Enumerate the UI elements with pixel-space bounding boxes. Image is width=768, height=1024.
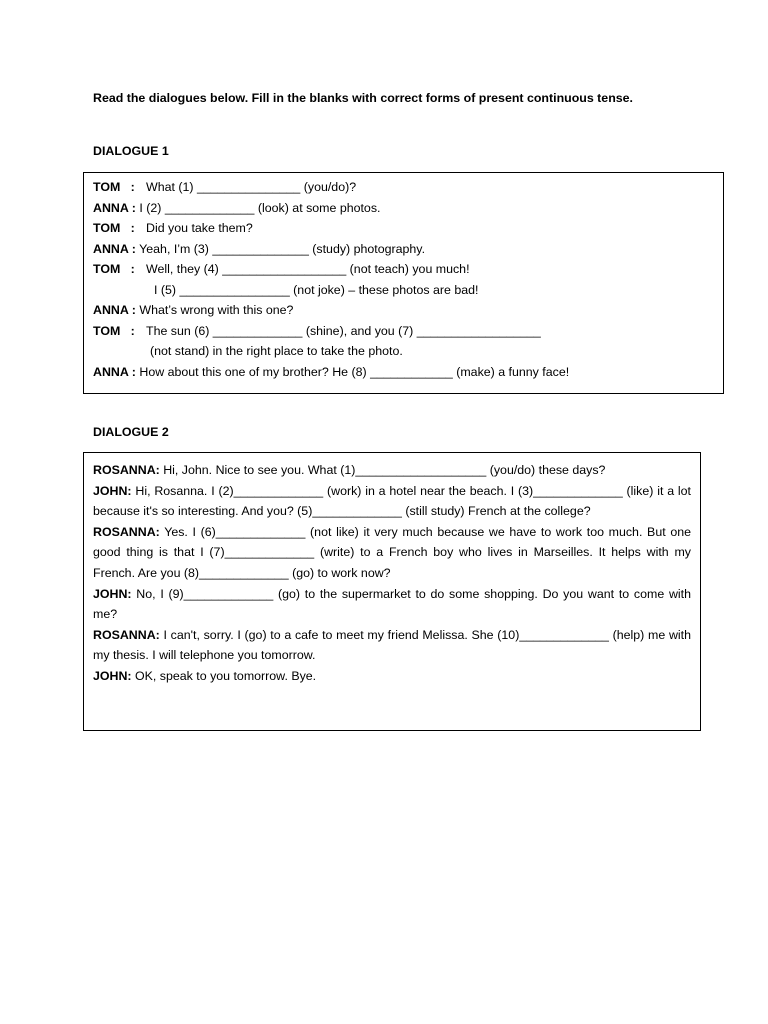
- speaker-label: ANNA :: [93, 200, 136, 215]
- dialogue-2-paragraph: [93, 522, 691, 584]
- line-text: How about this one of my brother? He (8) ____________ (make) a funny face!: [139, 364, 570, 379]
- speaker-label: TOM :: [93, 323, 135, 338]
- dialogue-2-paragraph: [93, 481, 691, 522]
- dialogue-1-line: [93, 218, 714, 239]
- speaker-label: TOM :: [93, 221, 135, 235]
- speaker-label: JOHN:: [93, 668, 132, 683]
- line-text: (not stand) in the right place to take the photo.: [150, 344, 403, 358]
- paragraph-text: No, I (9)_____________ (go) to the supermarket to do some shopping. Do you want to come with me?: [93, 586, 691, 622]
- line-text: Well, they (4) __________________ (not teach) you much!: [146, 262, 470, 276]
- line-text: I (5) ________________ (not joke) – these photos are bad!: [154, 282, 479, 297]
- speaker-label: ANNA :: [93, 241, 136, 256]
- dialogue-1-line: [93, 280, 714, 301]
- paragraph-text: Hi, Rosanna. I (2)_____________ (work) in a hotel near the beach. I (3)_____________ (like) it a lot because it's so interesting. And you? (5)_____________ (still study) French at the college?: [93, 483, 691, 519]
- paragraph-text: I can't, sorry. I (go) to a cafe to meet my friend Melissa. She (10)_____________ (help) me with my thesis. I will telephone you tomorrow.: [93, 627, 691, 663]
- line-text: Did you take them?: [146, 221, 253, 235]
- dialogue-1-line: [93, 362, 714, 383]
- line-text: What’s wrong with this one?: [139, 303, 294, 317]
- dialogue-1-line: [93, 321, 714, 342]
- speaker-label: JOHN:: [93, 483, 132, 498]
- dialogue-1-line: [93, 341, 714, 362]
- speaker-label: ANNA :: [93, 303, 136, 317]
- instruction-text: Read the dialogues below. Fill in the blanks with correct forms of present continuous tense.: [93, 91, 633, 105]
- line-text: Yeah, I’m (3) ______________ (study) photography.: [139, 241, 426, 256]
- paragraph-text: Yes. I (6)_____________ (not like) it very much because we have to work too much. But one good thing is that I (7)_____________ (write) to a French boy who lives in Marseilles. It helps with my French. Are you (8)_____________ (go) to work now?: [93, 524, 691, 580]
- dialogue-1-line: [93, 259, 714, 280]
- dialogue-2-paragraph: [93, 584, 691, 625]
- dialogue-2-paragraph: [93, 666, 691, 687]
- dialogue-1-line: [93, 300, 714, 321]
- dialogue-2-paragraph: [93, 625, 691, 666]
- speaker-label: ROSANNA:: [93, 463, 160, 477]
- dialogue-1-line: [93, 239, 714, 260]
- dialogue-2-heading: DIALOGUE 2: [93, 425, 169, 439]
- paragraph-text: OK, speak to you tomorrow. Bye.: [131, 668, 317, 683]
- dialogue-1-line: [93, 198, 714, 219]
- speaker-label: ANNA :: [93, 364, 136, 379]
- dialogue-2-paragraph: [93, 460, 691, 481]
- speaker-label: TOM :: [93, 180, 135, 194]
- line-text: I (2) _____________ (look) at some photos.: [139, 200, 381, 215]
- dialogue-1-heading: DIALOGUE 1: [93, 144, 169, 158]
- dialogue-2-box: [83, 452, 701, 731]
- dialogue-1-line: [93, 177, 714, 198]
- line-text: What (1) _______________ (you/do)?: [146, 180, 357, 194]
- dialogue-1-box: [83, 172, 724, 394]
- speaker-label: ROSANNA:: [93, 524, 160, 539]
- line-text: The sun (6) _____________ (shine), and you (7) __________________: [146, 323, 541, 338]
- paragraph-text: Hi, John. Nice to see you. What (1)___________________ (you/do) these days?: [159, 463, 606, 477]
- speaker-label: JOHN:: [93, 586, 132, 601]
- speaker-label: ROSANNA:: [93, 627, 160, 642]
- speaker-label: TOM :: [93, 262, 135, 276]
